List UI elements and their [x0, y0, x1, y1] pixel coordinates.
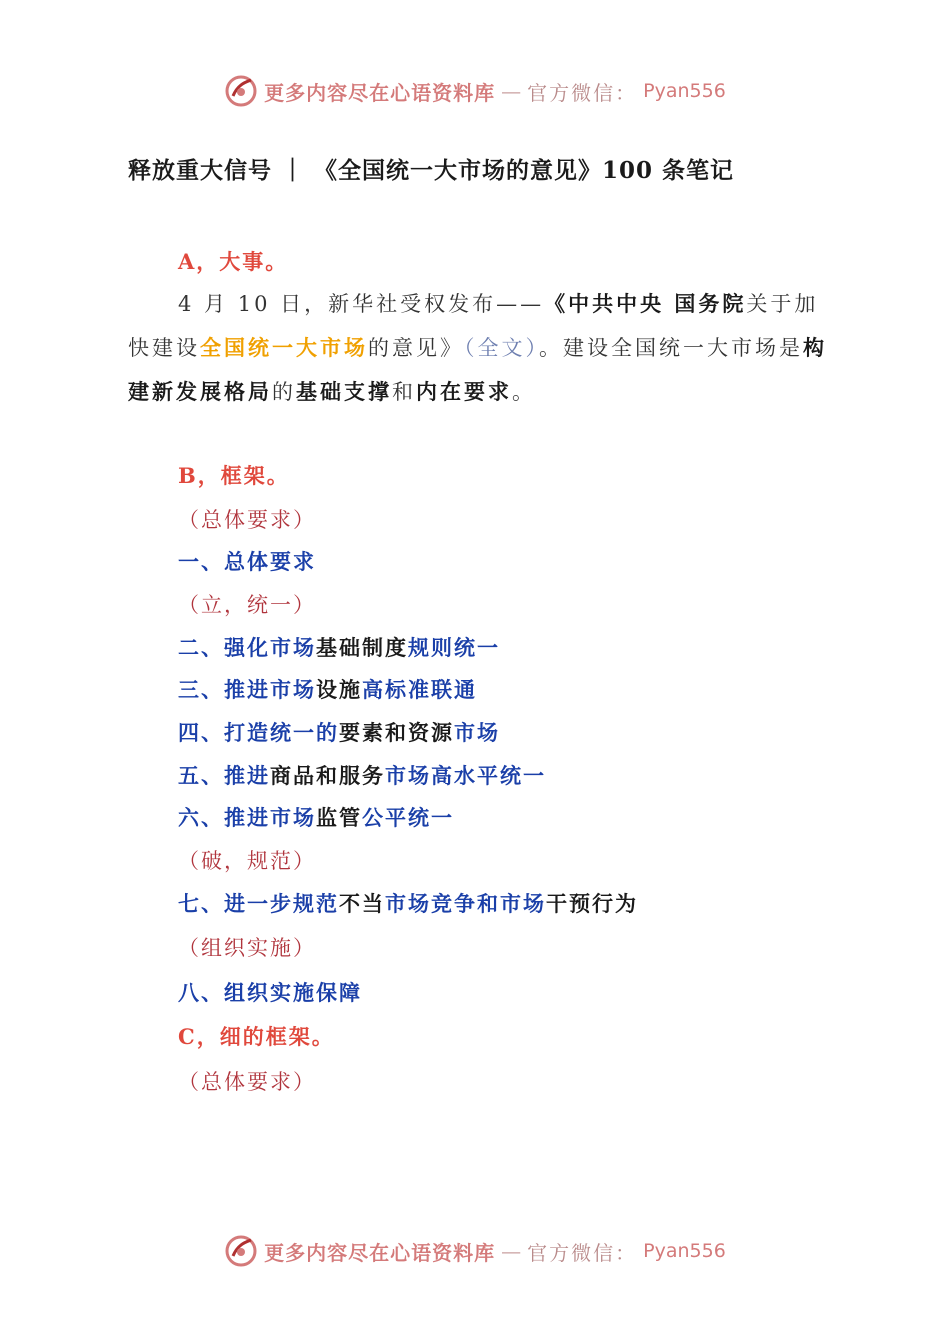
section-a-heading: A，大事。 — [178, 249, 289, 274]
list-item: 二、强化市场基础制度规则统一 — [178, 635, 500, 660]
section-c-heading: C，细的框架。 — [178, 1024, 335, 1049]
page-title: 释放重大信号 ｜ 《全国统一大市场的意见》100 条笔记 — [128, 157, 735, 184]
watermark-label: 官方微信： — [527, 1240, 638, 1265]
list-item: 八、组织实施保障 — [178, 980, 362, 1005]
list-item: 七、进一步规范不当市场竞争和市场干预行为 — [178, 891, 638, 916]
watermark-separator: — — [501, 1239, 522, 1263]
logo-icon — [224, 1234, 258, 1268]
group-label: （立，统一） — [178, 593, 316, 617]
group-label: （组织实施） — [178, 936, 316, 960]
watermark-label: 官方微信： — [527, 80, 638, 105]
list-item: 一、总体要求 — [178, 549, 316, 574]
group-label: （破，规范） — [178, 849, 316, 873]
list-item: 六、推进市场监管公平统一 — [178, 805, 454, 830]
watermark-text: 更多内容尽在心语资料库 — [264, 1240, 496, 1265]
header-watermark — [0, 74, 950, 108]
list-item: 四、打造统一的要素和资源市场 — [178, 720, 500, 745]
logo-icon — [224, 74, 258, 108]
list-item: 五、推进商品和服务市场高水平统一 — [178, 763, 546, 788]
footer-watermark — [0, 1234, 950, 1268]
section-b-heading: B，框架。 — [178, 463, 290, 488]
watermark-separator: — — [501, 79, 522, 103]
full-text-link[interactable]: （全文） — [464, 336, 539, 360]
section-a-paragraph: 4 月 10 日，新华社受权发布——《中共中央 国务院关于加快建设全国统一大市场的意见》（全文）。建设全国统一大市场是构建新发展格局的基础支撑和内在要求。 — [128, 291, 827, 404]
watermark-id: Pyan556 — [643, 80, 726, 102]
watermark-text: 更多内容尽在心语资料库 — [264, 80, 496, 105]
list-item: 三、推进市场设施高标准联通 — [178, 677, 477, 702]
group-label: （总体要求） — [178, 508, 316, 532]
group-label: （总体要求） — [178, 1070, 316, 1094]
watermark-id: Pyan556 — [643, 1240, 726, 1262]
